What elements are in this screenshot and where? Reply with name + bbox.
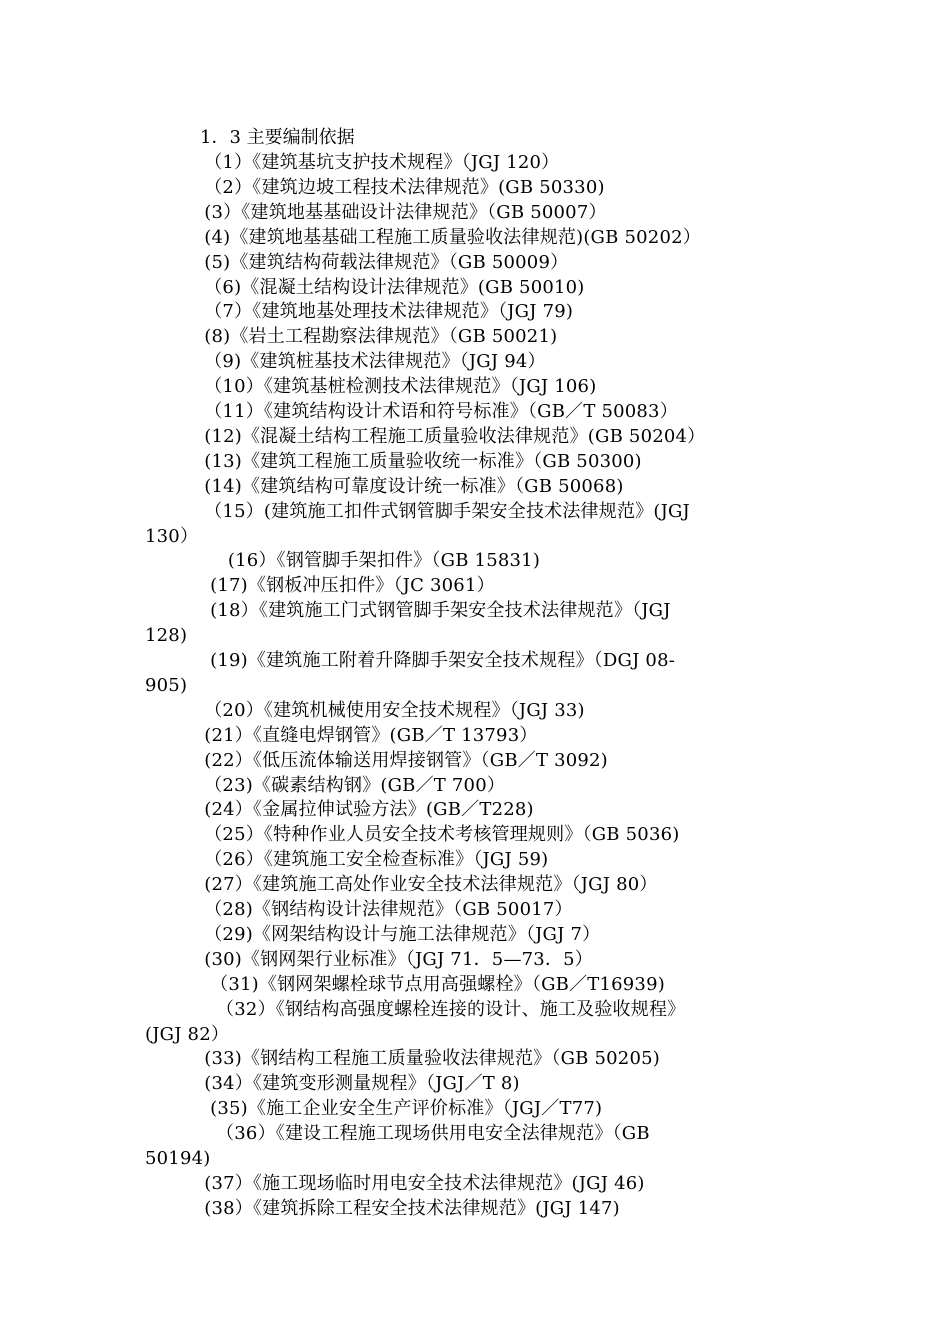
reference-line: 905) xyxy=(145,674,188,696)
reference-line: 130） xyxy=(145,525,199,547)
reference-line: (37）《施工现场临时用电安全技术法律规范》(JGJ 46) xyxy=(145,1172,645,1194)
reference-line: (18）《建筑施工门式钢管脚手架安全技术法律规范》（JGJ xyxy=(145,600,671,622)
reference-line: （28)《钢结构设计法律规范》（GB 50017） xyxy=(145,899,573,920)
reference-line: （32）《钢结构高强度螺栓连接的设计、施工及验收规程》 xyxy=(145,998,686,1020)
reference-line: （36）《建设工程施工现场供用电安全法律规范》（GB xyxy=(145,1123,650,1145)
reference-line: （29)《网架结构设计与施工法律规范》（JGJ 7） xyxy=(145,923,601,945)
reference-line: (JGJ 82） xyxy=(145,1023,230,1045)
reference-line: （26）《建筑施工安全检查标准》（JGJ 59) xyxy=(145,849,549,871)
reference-line: (19)《建筑施工附着升降脚手架安全技术规程》（DGJ 08- xyxy=(145,650,676,671)
reference-line: （6)《混凝土结构设计法律规范》(GB 50010) xyxy=(145,276,585,298)
reference-line: (38）《建筑拆除工程安全技术法律规范》(JGJ 147) xyxy=(145,1197,620,1219)
section-heading: 1．3 主要编制依据 xyxy=(200,127,355,148)
reference-line: （25）《特种作业人员安全技术考核管理规则》（GB 5036) xyxy=(145,824,680,846)
reference-line: (13)《建筑工程施工质量验收统一标准》（GB 50300) xyxy=(145,450,642,472)
reference-line: (16）《钢管脚手架扣件》（GB 15831) xyxy=(145,550,541,572)
reference-line: （10）《建筑基桩检测技术法律规范》（JGJ 106) xyxy=(145,376,597,398)
reference-line: （23)《碳素结构钢》(GB／T 700） xyxy=(145,774,506,796)
reference-line: (3）《建筑地基基础设计法律规范》（GB 50007） xyxy=(145,201,607,223)
reference-line: (30)《钢网架行业标准》（JGJ 71．5—73．5） xyxy=(145,948,594,970)
reference-line: （11）《建筑结构设计术语和符号标准》（GB／T 50083） xyxy=(145,401,678,422)
reference-line: (4)《建筑地基基础工程施工质量验收法律规范)(GB 50202） xyxy=(145,226,701,248)
reference-line: (33)《钢结构工程施工质量验收法律规范》（GB 50205) xyxy=(145,1048,660,1070)
reference-line: 128) xyxy=(145,625,188,647)
reference-line: （9)《建筑桩基技术法律规范》（JGJ 94） xyxy=(145,351,546,373)
reference-line: (5)《建筑结构荷载法律规范》（GB 50009） xyxy=(145,251,569,273)
reference-line: (21）《直缝电焊钢管》(GB／T 13793） xyxy=(145,724,538,746)
reference-line: (24）《金属拉伸试验方法》(GB／T228) xyxy=(145,799,534,821)
reference-line: (12)《混凝土结构工程施工质量验收法律规范》(GB 50204） xyxy=(145,425,706,447)
reference-line: (34）《建筑变形测量规程》（JGJ／T 8) xyxy=(145,1073,520,1095)
reference-line: （7）《建筑地基处理技术法律规范》（JGJ 79) xyxy=(145,301,574,323)
reference-line: (22）《低压流体输送用焊接钢管》（GB／T 3092) xyxy=(145,749,608,771)
reference-line: (17)《钢板冲压扣件》（JC 3061） xyxy=(145,575,495,597)
reference-line: (35)《施工企业安全生产评价标准》（JGJ／T77) xyxy=(145,1098,603,1120)
reference-line: (27）《建筑施工高处作业安全技术法律规范》（JGJ 80） xyxy=(145,874,658,896)
reference-line: （20）《建筑机械使用安全技术规程》（JGJ 33) xyxy=(145,699,585,721)
reference-line: 50194) xyxy=(145,1148,211,1169)
reference-line: (8)《岩土工程勘察法律规范》（GB 50021) xyxy=(145,326,558,348)
reference-line: (14)《建筑结构可靠度设计统一标准》（GB 50068) xyxy=(145,475,624,497)
reference-line: （2）《建筑边坡工程技术法律规范》(GB 50330) xyxy=(145,176,605,198)
reference-line: （1）《建筑基坑支护技术规程》（JGJ 120） xyxy=(145,152,560,173)
reference-line: （31)《钢网架螺栓球节点用高强螺栓》（GB／T16939) xyxy=(145,973,665,995)
reference-line: （15）(建筑施工扣件式钢管脚手架安全技术法律规范》(JGJ xyxy=(145,500,690,522)
